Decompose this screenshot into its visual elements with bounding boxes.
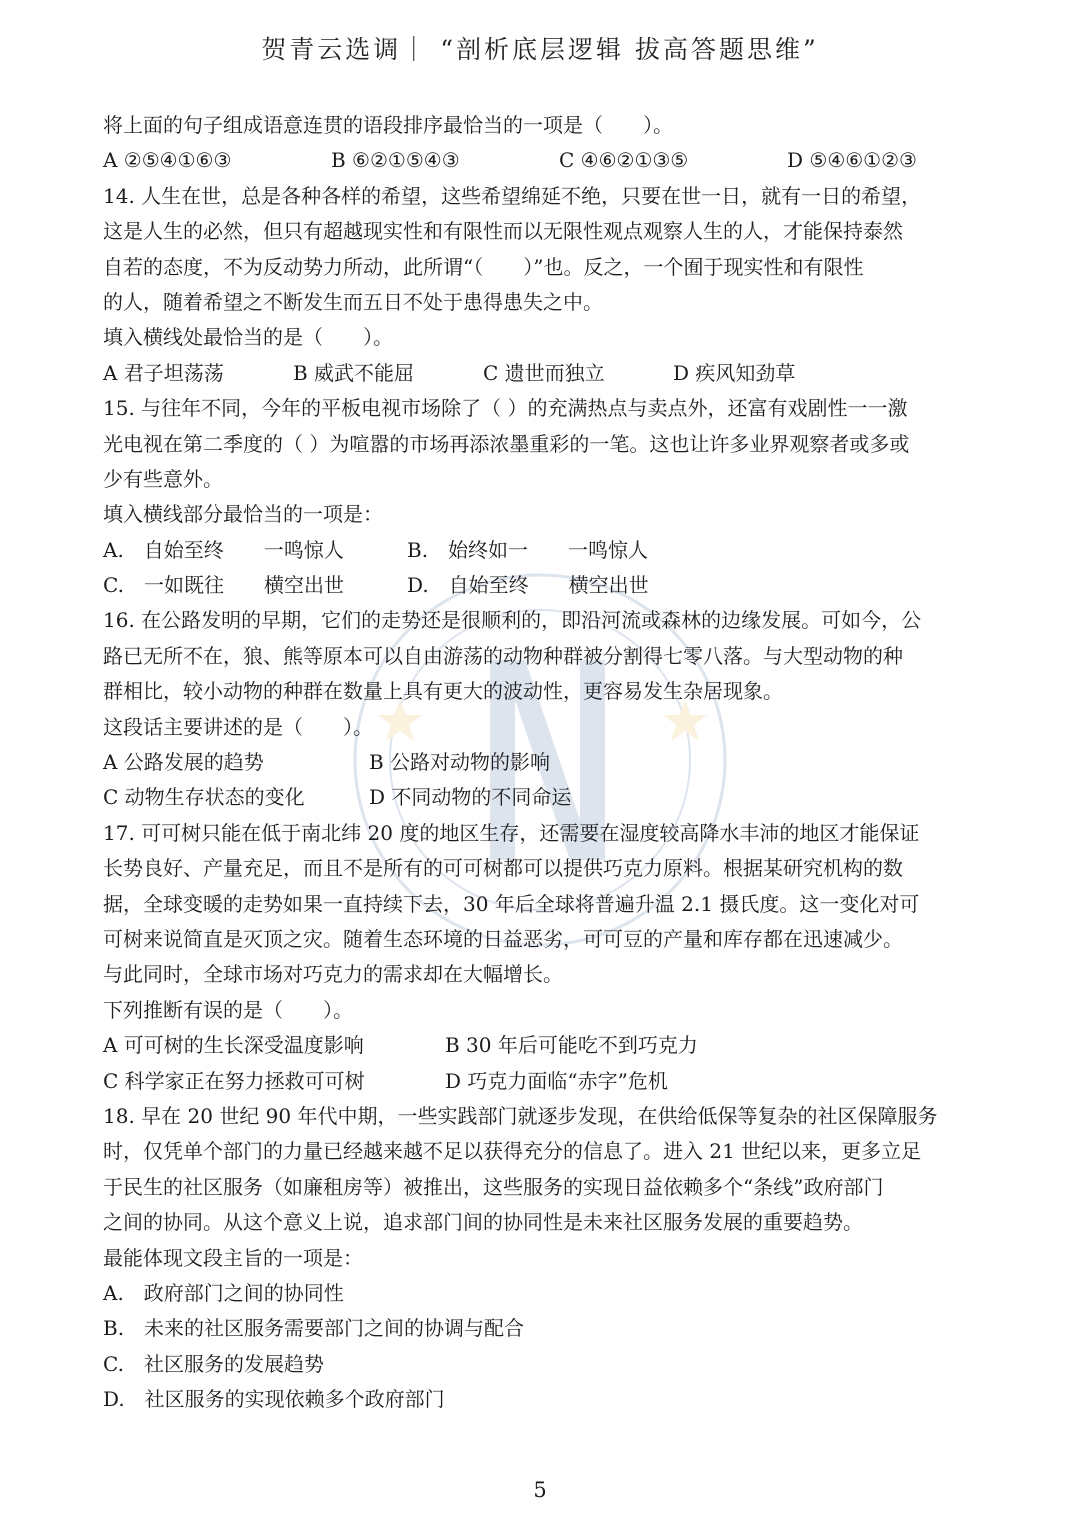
q15-options-row-2 (103, 568, 983, 603)
q17-text-line: 与此同时，全球市场对巧克力的需求却在大幅增长。 (103, 962, 563, 987)
q16-option-d[interactable]: D 不同动物的不同命运 (369, 785, 572, 810)
q18-text-line: 18. 早在 20 世纪 90 年代中期，一些实践部门就逐步发现，在供给低保等复杂的社区保障服务 (103, 1103, 938, 1128)
q14-option-a[interactable]: A 君子坦荡荡 (103, 360, 224, 385)
q16-text-line: 路已无所不在，狼、熊等原本可以自由游荡的动物种群被分割得七零八落。与大型动物的种 (103, 643, 903, 668)
q16-text-line: 群相比，较小动物的种群在数量上具有更大的波动性，更容易发生杂居现象。 (103, 679, 783, 704)
q14-prompt: 填入横线处最恰当的是（ ）。 (103, 325, 393, 350)
q14-text-line: 这是人生的必然，但只有超越现实性和有限性而以无限性观点观察人生的人，才能保持泰然 (103, 219, 903, 244)
q17-options-row-2 (103, 1064, 983, 1099)
q17-prompt: 下列推断有误的是（ ）。 (103, 997, 353, 1022)
q18-text-line: 时，仅凭单个部门的力量已经越来越不足以获得充分的信息了。进入 21 世纪以来，更多立足 (103, 1139, 922, 1164)
q17-text-line: 可树来说简直是灭顶之灾。随着生态环境的日益恶劣，可可豆的产量和库存都在迅速减少。 (103, 926, 903, 951)
q18-text-line: 之间的协同。从这个意义上说，追求部门间的协同性是未来社区服务发展的重要趋势。 (103, 1210, 863, 1235)
q17-options-row-1 (103, 1028, 983, 1063)
page-number: 5 (533, 1478, 547, 1502)
q15-prompt: 填入横线部分最恰当的一项是： (103, 502, 383, 527)
q16-option-b[interactable]: B 公路对动物的影响 (369, 750, 551, 775)
q16-options-row-1 (103, 745, 983, 780)
q17-option-a[interactable]: A 可可树的生长深受温度影响 (103, 1033, 364, 1058)
q13-options (103, 143, 983, 178)
q15-option-c[interactable]: C. 一如既往 横空出世 (103, 573, 344, 598)
q18-option-d[interactable]: D. 社区服务的实现依赖多个政府部门 (103, 1387, 445, 1412)
q14-text-line: 自若的态度，不为反动势力所动，此所谓“（ ）”也。反之，一个囿于现实性和有限性 (103, 254, 864, 279)
q18-text-line: 于民生的社区服务（如廉租房等）被推出，这些服务的实现日益依赖多个“条线”政府部门 (103, 1174, 884, 1199)
q18-option-c[interactable]: C. 社区服务的发展趋势 (103, 1351, 324, 1376)
q13-option-c[interactable]: C ④⑥②①③⑤ (559, 148, 689, 173)
q16-text-line: 16. 在公路发明的早期，它们的走势还是很顺利的，即沿河流或森林的边缘发展。可如今，公 (103, 608, 922, 633)
q18-option-a[interactable]: A. 政府部门之间的协同性 (103, 1280, 344, 1305)
q17-option-c[interactable]: C 科学家正在努力拯救可可树 (103, 1068, 365, 1093)
q15-options-row-1 (103, 533, 983, 568)
q17-text-line: 17. 可可树只能在低于南北纬 20 度的地区生存，还需要在湿度较高降水丰沛的地区才能保证 (103, 820, 920, 845)
q14-options (103, 356, 983, 391)
q15-text-line: 光电视在第二季度的（ ）为喧嚣的市场再添浓墨重彩的一笔。这也让许多业界观察者或多或 (103, 431, 910, 456)
q15-text-line: 15. 与往年不同，今年的平板电视市场除了（ ）的充满热点与卖点外，还富有戏剧性一一激 (103, 396, 908, 421)
q13-option-d[interactable]: D ⑤④⑥①②③ (787, 148, 917, 173)
q16-options-row-2 (103, 780, 983, 815)
q14-option-b[interactable]: B 威武不能屈 (293, 360, 415, 385)
q18-option-b[interactable]: B. 未来的社区服务需要部门之间的协调与配合 (103, 1316, 525, 1341)
q17-text-line: 据，全球变暖的走势如果一直持续下去，30 年后全球将普遍升温 2.1 摄氏度。这一变化对可 (103, 891, 920, 916)
q14-text-line: 的人，随着希望之不断发生而五日不处于患得患失之中。 (103, 289, 603, 314)
q14-text-line: 14. 人生在世，总是各种各样的希望，这些希望绵延不绝，只要在世一日，就有一日的希望， (103, 183, 922, 208)
q13-option-a[interactable]: A ②⑤④①⑥③ (103, 148, 232, 173)
page-header: 贺青云选调｜ “剖析底层逻辑 拔高答题思维” (261, 35, 819, 64)
q15-option-a[interactable]: A. 自始至终 一鸣惊人 (103, 537, 344, 562)
q13-prompt: 将上面的句子组成语意连贯的语段排序最恰当的一项是（ ）。 (103, 113, 673, 137)
q14-option-c[interactable]: C 遗世而独立 (483, 360, 605, 385)
question-content (103, 108, 983, 1417)
q16-prompt: 这段话主要讲述的是（ ）。 (103, 714, 373, 739)
q17-option-d[interactable]: D 巧克力面临“赤字”危机 (445, 1068, 668, 1093)
q15-option-b[interactable]: B. 始终如一 一鸣惊人 (407, 537, 649, 562)
q15-option-d[interactable]: D. 自始至终 横空出世 (407, 573, 649, 598)
q14-option-d[interactable]: D 疾风知劲草 (673, 360, 796, 385)
q17-text-line: 长势良好、产量充足，而且不是所有的可可树都可以提供巧克力原料。根据某研究机构的数 (103, 856, 903, 881)
q18-prompt: 最能体现文段主旨的一项是： (103, 1245, 363, 1270)
q16-option-c[interactable]: C 动物生存状态的变化 (103, 785, 305, 810)
q16-option-a[interactable]: A 公路发展的趋势 (103, 750, 264, 775)
q17-option-b[interactable]: B 30 年后可能吃不到巧克力 (445, 1033, 698, 1058)
q15-text-line: 少有些意外。 (103, 466, 223, 491)
q13-option-b[interactable]: B ⑥②①⑤④③ (331, 148, 460, 173)
